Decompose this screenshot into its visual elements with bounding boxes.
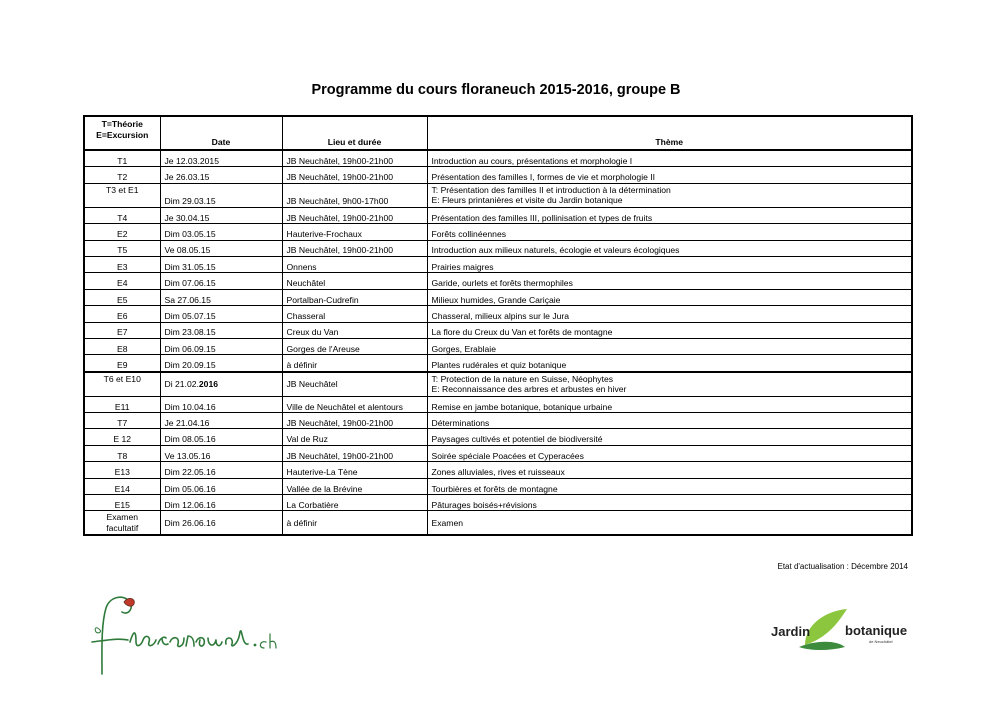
table-row: E5 Sa 27.06.15 Portalban-Cudrefin Milieux humides, Grande Cariçaie xyxy=(84,289,912,305)
table-row: E 12 Dim 08.05.16 Val de Ruz Paysages cultivés et potentiel de biodiversité xyxy=(84,429,912,445)
table-row: T1 Je 12.03.2015 JB Neuchâtel, 19h00-21h00 Introduction au cours, présentations et morphologie I xyxy=(84,150,912,167)
table-row: E14 Dim 05.06.16 Vallée de la Brévine Tourbières et forêts de montagne xyxy=(84,478,912,494)
table-row: E8 Dim 06.09.15 Gorges de l'Areuse Gorges, Erablaie xyxy=(84,338,912,354)
leaf-light-icon xyxy=(805,609,847,645)
table-row: E6 Dim 05.07.15 Chasseral Chasseral, milieux alpins sur le Jura xyxy=(84,306,912,322)
table-row: E13 Dim 22.05.16 Hauterive-La Tène Zones alluviales, rives et ruisseaux xyxy=(84,462,912,478)
table-row: E7 Dim 23.08.15 Creux du Van La flore du Creux du Van et forêts de montagne xyxy=(84,322,912,338)
logo-word-botanique: botanique xyxy=(845,623,908,638)
table-row: T2 Je 26.03.15 JB Neuchâtel, 19h00-21h00 Présentation des familles I, formes de vie et morphologie II xyxy=(84,167,912,183)
table-row: T5 Ve 08.05.15 JB Neuchâtel, 19h00-21h00 Introduction aux milieux naturels, écologie et valeurs écologiques xyxy=(84,240,912,256)
table-row: E3 Dim 31.05.15 Onnens Prairies maigres xyxy=(84,256,912,272)
table-row: E2 Dim 03.05.15 Hauterive-Frochaux Forêts collinéennes xyxy=(84,224,912,240)
table-row: E4 Dim 07.06.15 Neuchâtel Garide, ourlets et forêts thermophiles xyxy=(84,273,912,289)
program-table xyxy=(83,115,913,536)
logo-word-jardin: Jardin xyxy=(771,624,811,639)
table-row: E15 Dim 12.06.16 La Corbatière Pâturages boisés+révisions xyxy=(84,495,912,511)
table-row: Examen facultatif Dim 26.06.16 à définir Examen xyxy=(84,511,912,536)
table-row: T3 et E1 Dim 29.03.15 JB Neuchâtel, 9h00-17h00 T: Présentation des familles II et introduction à la détermination E: Fleurs printanières et visite du Jardin botanique xyxy=(84,183,912,207)
header-code: T=Théorie E=Excursion xyxy=(84,116,160,150)
logo-sub: de Neuchâtel xyxy=(869,639,893,644)
table-row: T6 et E10 Di 21.02.2016 JB Neuchâtel T: Protection de la nature en Suisse, Néophytes E: Reconnaissance des arbres et arbustes en hiver xyxy=(84,372,912,397)
table-row: E9 Dim 20.09.15 à définir Plantes rudérales et quiz botanique xyxy=(84,355,912,372)
table-row: T8 Ve 13.05.16 JB Neuchâtel, 19h00-21h00 Soirée spéciale Poacées et Cyperacées xyxy=(84,445,912,461)
page-title: Programme du cours floraneuch 2015-2016, groupe B xyxy=(311,82,681,98)
table-row: T7 Je 21.04.16 JB Neuchâtel, 19h00-21h00 Déterminations xyxy=(84,413,912,429)
header-theme: Thème xyxy=(427,116,912,150)
floraneuch-logo xyxy=(88,590,298,680)
header-lieu: Lieu et durée xyxy=(282,116,427,150)
update-note: Etat d'actualisation : Décembre 2014 xyxy=(777,562,908,571)
table-header-row xyxy=(84,116,912,150)
table-row: E11 Dim 10.04.16 Ville de Neuchâtel et alentours Remise en jambe botanique, botanique urbaine xyxy=(84,396,912,412)
table-row: T4 Je 30.04.15 JB Neuchâtel, 19h00-21h00 Présentation des familles III, pollinisation et types de fruits xyxy=(84,207,912,223)
header-date: Date xyxy=(160,116,282,150)
